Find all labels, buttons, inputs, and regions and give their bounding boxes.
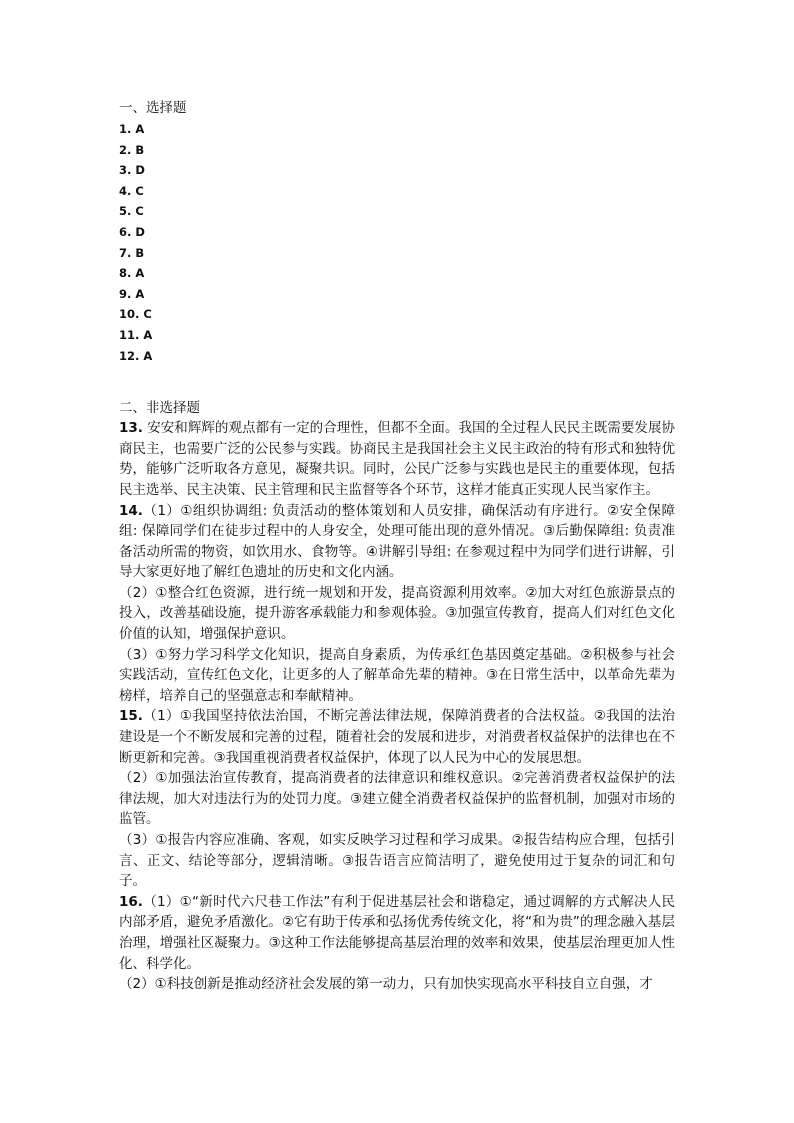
choice-answer: 12. A [119, 348, 153, 363]
answer-15-part-3: （3）①报告内容应准确、客观，如实反映学习过程和学习成果。②报告结构应合理，包括引言、正文、结论等部分，逻辑清晰。③报告语言应简洁明了，避免使用过于复杂的词汇和句子。 [119, 832, 675, 890]
answer-13 [119, 418, 675, 500]
choice-answer: 11. A [119, 327, 153, 342]
question-number: 15. [119, 708, 143, 725]
question-number: 14. [119, 502, 143, 519]
choice-answer: 8. A [119, 266, 145, 281]
answer-14-part-1 [119, 501, 675, 583]
answer-14-part-3: （3）①努力学习科学文化知识，提高自身素质，为传承红色基因奠定基础。②积极参与社会实践活动，宣传红色文化，让更多的人了解革命先辈的精神。③在日常生活中，以革命先辈为榜样，培养自己的坚强意志和奉献精神。 [119, 646, 675, 704]
choice-answer: 5. C [119, 204, 144, 219]
answer-text: （1）①我国坚持依法治国，不断完善法律法规，保障消费者的合法权益。②我国的法治建设是一个不断发展和完善的过程，随着社会的发展和进步，对消费者权益保护的法律也在不断更新和完善。③我国重视消费者权益保护，体现了以人民为中心的发展思想。 [119, 708, 675, 766]
nonchoice-section-title: 二、非选择题 [119, 400, 200, 417]
choice-answer: 6. D [119, 224, 145, 239]
section-gap [119, 366, 675, 399]
choice-answer-list [119, 119, 675, 366]
choice-section-title: 一、选择题 [119, 100, 187, 116]
question-number: 16. [119, 893, 143, 910]
answer-text: （1）①组织协调组: 负责活动的整体策划和人员安排，确保活动有序进行。②安全保障组: 保障同学们在徒步过程中的人身安全，处理可能出现的意外情况。③后勤保障组: 负责准备活动所需的物资，如饮用水、食物等。④讲解引导组: 在参观过程中为同学们进行讲解，引导大家更好地了解红色遗址的历史和文化内涵。 [119, 502, 675, 581]
choice-answer: 9. A [119, 286, 145, 301]
choice-answer: 1. A [119, 122, 145, 136]
answer-15-part-1 [119, 706, 675, 768]
question-number: 13. [119, 420, 143, 437]
choice-answer: 7. B [119, 245, 145, 260]
choice-answer: 10. C [119, 307, 152, 322]
answer-text: 安安和辉辉的观点都有一定的合理性，但都不全面。我国的全过程人民民主既需要发展协商民主，也需要广泛的公民参与实践。协商民主是我国社会主义民主政治的特有形式和独特优势，能够广泛听取各方意见，凝聚共识。同时，公民广泛参与实践也是民主的重要体现，包括民主选举、民主决策、民主管理和民主监督等各个环节，这样才能真正实现人民当家作主。 [119, 420, 675, 498]
answer-content [119, 99, 675, 995]
answer-16-part-1 [119, 892, 675, 974]
choice-answer: 2. B [119, 142, 145, 157]
answer-text: （1）①“新时代六尺巷工作法”有利于促进基层社会和谐稳定，通过调解的方式解决人民内部矛盾，避免矛盾激化。②它有助于传承和弘扬优秀传统文化，将“和为贵”的理念融入基层治理，增强社区凝聚力。③这种工作法能够提高基层治理的效率和效果，使基层治理更加人性化、科学化。 [119, 893, 675, 972]
answer-15-part-2: （2）①加强法治宣传教育，提高消费者的法律意识和维权意识。②完善消费者权益保护的法律法规，加大对违法行为的处罚力度。③建立健全消费者权益保护的监督机制，加强对市场的监管。 [119, 770, 675, 828]
answer-16-part-2: （2）①科技创新是推动经济社会发展的第一动力，只有加快实现高水平科技自立自强，才 [119, 976, 653, 993]
choice-answer: 3. D [119, 163, 145, 178]
answer-14-part-2: （2）①整合红色资源，进行统一规划和开发，提高资源利用效率。②加大对红色旅游景点的投入，改善基础设施，提升游客承载能力和参观体验。③加强宣传教育，提高人们对红色文化价值的认知，增强保护意识。 [119, 584, 675, 643]
choice-answer: 4. C [119, 183, 144, 198]
